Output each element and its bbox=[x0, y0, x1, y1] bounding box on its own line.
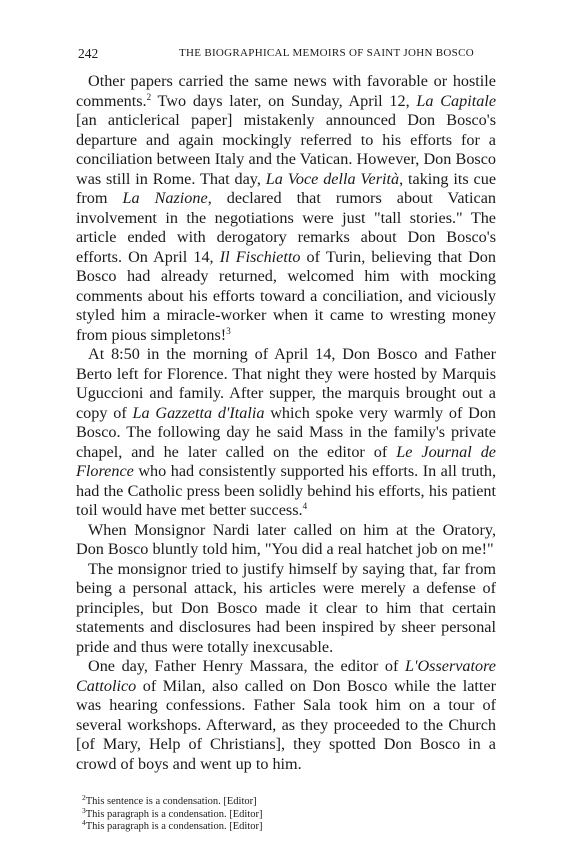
footnote-text: This paragraph is a condensation. [Editor] bbox=[85, 808, 263, 820]
paragraph bbox=[76, 72, 496, 345]
paragraph bbox=[76, 657, 496, 774]
text-run: Two days later, on Sunday, April 12, bbox=[151, 91, 417, 110]
italic-title: Il Fischietto bbox=[219, 247, 301, 266]
text-run: , taking its cue from bbox=[76, 169, 497, 207]
paragraph bbox=[76, 521, 496, 560]
footnote-reference: 3 bbox=[226, 325, 231, 336]
footnote bbox=[82, 805, 496, 822]
italic-title: La Voce della Verità bbox=[265, 169, 400, 188]
text-run: The monsignor tried to justify himself by saying that, far from being a personal attack, his articles were merely a defense of principles, but Don Bosco made it clear to him that certain statements and disclosures had been inspired by sheer personal pride and thus were totally inexcusable. bbox=[76, 559, 496, 656]
text-run: , declared that rumors about Vatican involvement in the negotiations were just "tall stories." The article ended with derogatory remarks about Don Bosco's efforts. On April 14, bbox=[76, 189, 497, 266]
text-run: of Milan, also called on Don Bosco while the latter was hearing confessions. Father Sala took him on a tour of several workshops. Afterward, as they proceeded to the Church [of Mary, Help of Christians], they spotted Don Bosco in a crowd of boys and went up to him. bbox=[76, 676, 496, 773]
text-run: One day, Father Henry Massara, the editor of bbox=[88, 657, 405, 675]
italic-title: La Capitale bbox=[416, 91, 497, 110]
paragraph bbox=[76, 345, 496, 521]
italic-title: L'Osservatore Cattolico bbox=[76, 657, 496, 695]
text-run: of Turin, believing that Don Bosco had already returned, welcomed him with mocking comments about his efforts toward a conciliation, and viciously styled him a miracle-worker when it came to wresting money from pious simpletons! bbox=[76, 247, 496, 344]
running-title: THE BIOGRAPHICAL MEMOIRS OF SAINT JOHN BOSCO bbox=[179, 47, 474, 59]
footnote-reference: 4 bbox=[302, 501, 308, 511]
book-page bbox=[76, 46, 496, 834]
footnote-mark: 3 bbox=[82, 805, 86, 815]
text-run: [an anticlerical paper] mistakenly announced Don Bosco's departure and again mockingly referred to his efforts for a conciliation between Italy and the Vatican. However, Don Bosco was still in Rome. That day, bbox=[76, 111, 496, 188]
italic-title: Le Journal de Florence bbox=[76, 442, 496, 480]
footnotes bbox=[76, 793, 496, 834]
footnote bbox=[82, 818, 496, 834]
page-number: 242 bbox=[78, 46, 99, 61]
text-run: who had consistently supported his efforts. In all truth, had the Catholic press been solidly behind his efforts, his patient toil would have met better success. bbox=[76, 462, 496, 519]
footnote-text: This paragraph is a condensation. [Editor] bbox=[85, 821, 263, 832]
footnote bbox=[82, 793, 496, 809]
text-run: which spoke very warmly of Don Bosco. The following day he said Mass in the family's private chapel, and he later called on the editor of bbox=[76, 403, 497, 461]
text-run: At 8:50 in the morning of April 14, Don Bosco and Father Berto left for Florence. That night they were hosted by Marquis Uguccioni and family. After supper, the marquis brought out a copy of bbox=[76, 345, 496, 422]
footnote-mark: 4 bbox=[82, 818, 86, 827]
body-text bbox=[76, 72, 496, 774]
text-run: Other papers carried the same news with favorable or hostile comments. bbox=[76, 72, 496, 110]
page-header bbox=[76, 46, 496, 66]
footnote-reference: 2 bbox=[146, 91, 152, 102]
text-run: When Monsignor Nardi later called on him at the Oratory, Don Bosco bluntly told him, "You did a real hatchet job on me!" bbox=[76, 520, 496, 558]
italic-title: La Gazzetta d'Italia bbox=[132, 403, 265, 422]
italic-title: La Nazione bbox=[122, 189, 208, 207]
footnote-text: This sentence is a condensation. [Editor] bbox=[85, 796, 257, 807]
footnote-mark: 2 bbox=[82, 793, 86, 802]
paragraph bbox=[76, 560, 496, 658]
